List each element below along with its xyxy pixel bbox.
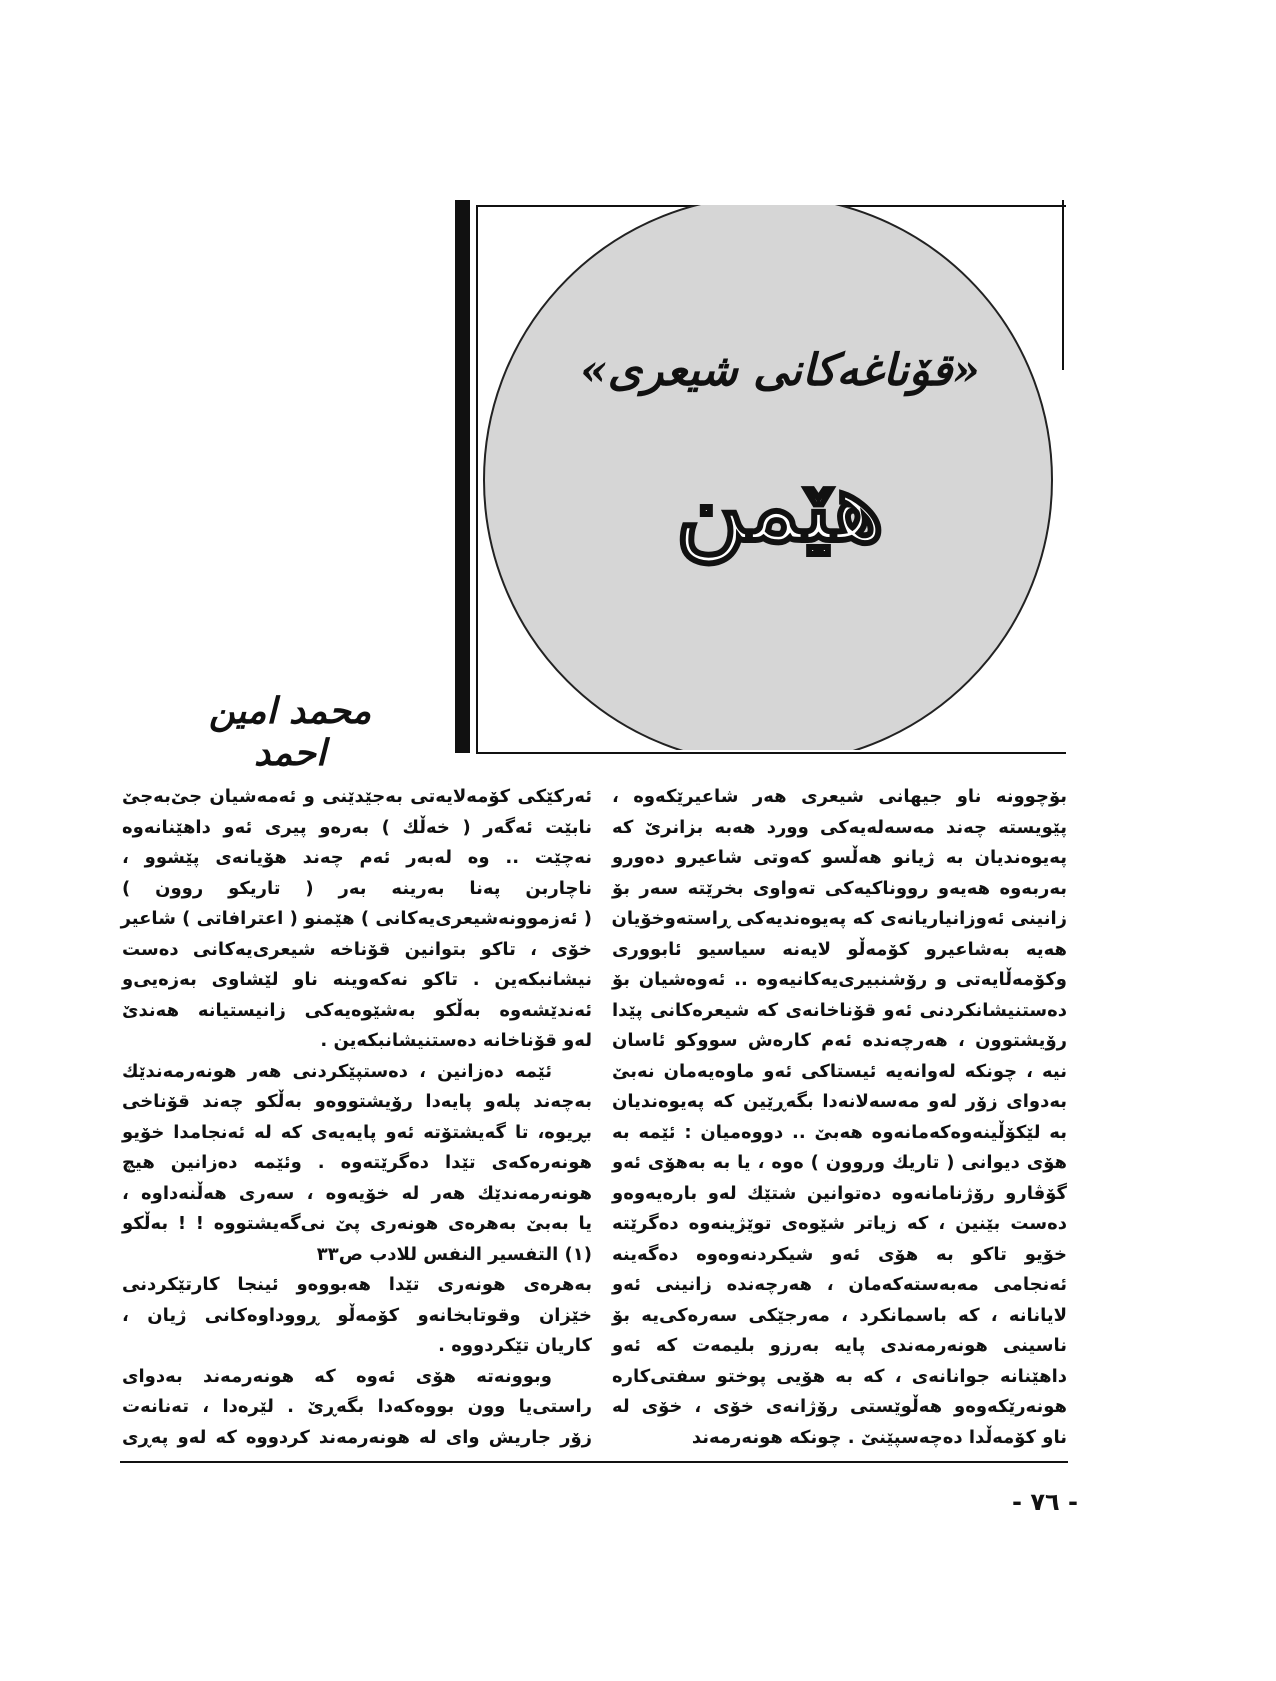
left-column bbox=[122, 782, 592, 1453]
text-line: نابێت ئەگەر ( خەڵك ) بەرەو پیری ئەو داهێنانەوە bbox=[122, 816, 592, 838]
right-column bbox=[612, 782, 1067, 1453]
text-line: خێزان وقوتابخانەو کۆمەڵو ڕووداوەکانی ژیان ، bbox=[122, 1304, 592, 1326]
author-signature: محمد امین احمد bbox=[208, 690, 372, 774]
text-line: هونەرێکەوەو هەڵوێستی رۆژانەی خۆی ، خۆی لە bbox=[612, 1396, 1067, 1417]
text-line: ئەندێشەوە بەڵکو بەشێوەیەکی زانیستیانە هەندێ bbox=[122, 999, 592, 1021]
text-line: ئێمە دەزانین ، دەستپێکردنی هەر هونەرمەندێك bbox=[122, 1060, 552, 1082]
text-line: ناسینی هونەرمەندی پایە بەرزو بلیمەت کە ئەو bbox=[612, 1335, 1067, 1356]
text-line: گۆڤارو رۆژنامانەوە دەتوانین شتێك لەو بارەیەوەو bbox=[612, 1182, 1067, 1204]
footer-rule bbox=[120, 1461, 1068, 1463]
text-line: وبوونەتە هۆی ئەوە کە هونەرمەند بەدوای bbox=[122, 1365, 552, 1387]
text-line: نیە ، چونکە لەوانەیە ئیستاکی ئەو ماوەیەمان نەبێ bbox=[612, 1060, 1067, 1082]
text-line: لایانانە ، کە باسمانکرد ، مەرجێکی سەرەکی‌یە بۆ bbox=[612, 1304, 1067, 1326]
text-line: هونەرمەندێك هەر لە خۆیەوە ، سەری هەڵنەداوە ، bbox=[122, 1182, 592, 1204]
text-line: ( ئەزموونەشیعری‌یەکانی ) هێمنو ( اعترافاتی ) شاعیر bbox=[120, 908, 592, 929]
text-line: ناچاربن پەنا بەرینە بەر ( تاریكو روون ) bbox=[122, 877, 592, 899]
text-line: بەدوای زۆر لەو مەسەلانەدا بگەڕێین کە پەیوەندیان bbox=[612, 1091, 1067, 1112]
text-line: پەیوەندیان بە ژیانو هەڵسو کەوتی شاعیرو دەورو bbox=[612, 847, 1067, 868]
text-line: (١) التفسیر النفس للادب ص٣٣ bbox=[316, 1243, 592, 1265]
text-line: خۆیو تاکو بە هۆی ئەو شیکردنەوەوە دەگەینە bbox=[612, 1243, 1067, 1265]
text-line: بۆچوونە ناو جیهانی شیعری هەر شاعیرێکەوە ، bbox=[612, 786, 1067, 807]
title-frame-edge bbox=[1062, 200, 1064, 370]
text-line: هۆی دیوانی ( تاریك وروون ) ەوە ، یا بە بەهۆی ئەو bbox=[612, 1152, 1067, 1173]
text-line: دەست بێنین ، کە زیاتر شێوەی توێژینەوە دەگرێتە bbox=[612, 1213, 1067, 1234]
article-title: «قۆناغەکانی شیعری» bbox=[580, 345, 980, 396]
text-line: راستی‌یا وون بووەکەدا بگەڕێ . لێرەدا ، تەنانەت bbox=[122, 1396, 592, 1417]
text-line: زانینی ئەوزانیاریانەی کە پەیوەندیەکی ڕاستەوخۆیان bbox=[611, 908, 1067, 929]
text-line: ئەنجامی مەبەستەکەمان ، هەرچەندە زانینی ئەو bbox=[612, 1274, 1067, 1295]
text-line: رۆیشتوون ، هەرچەندە ئەم کارەش سووکو ئاسان bbox=[612, 1030, 1067, 1051]
poet-name-logo: هێمن bbox=[675, 450, 885, 563]
text-line: کاریان تێکردووە . bbox=[438, 1335, 592, 1356]
text-line: بڕیوە، تا گەیشتۆتە ئەو پایەیەی کە لە ئەنجامدا خۆیو bbox=[122, 1121, 592, 1143]
text-line: بەچەند پلەو پایەدا رۆیشتووەو بەڵکو چەند قۆناخی bbox=[122, 1091, 592, 1112]
text-line: بە لێکۆڵینەوەکەمانەوە هەبێ .. دووەمیان : ئێمە بە bbox=[612, 1121, 1067, 1143]
text-line: ئەرکێکی کۆمەلایەتی بەجێدێنی و ئەمەشیان جێ‌بەجێ bbox=[122, 786, 592, 807]
text-line: زۆر جاریش وای لە هونەرمەند کردووە کە لەو پەڕی bbox=[122, 1426, 592, 1448]
text-line: بەهرەی هونەری تێدا هەبووەو ئینجا کارتێکردنی bbox=[122, 1274, 592, 1295]
text-line: وکۆمەڵایەتی و رۆشنبیری‌یەکانیەوە .. ئەوەشیان بۆ bbox=[612, 969, 1067, 990]
text-line: هونەرەکەی تێدا دەگرێتەوە . وئێمە دەزانین هیچ bbox=[122, 1152, 592, 1173]
text-line: داهێنانە جوانانەی ، کە بە هۆیی پوختو سفتی‌کارە bbox=[612, 1365, 1067, 1387]
text-line: یا بەبێ بەهرەی هونەری پێ نی‌گەیشتووە ! ! بەڵکو bbox=[122, 1213, 592, 1234]
text-line: نەچێت .. وە لەبەر ئەم چەند هۆیانەی پێشوو ، bbox=[122, 847, 592, 868]
text-line: بەربەوە هەیەو رووناکیەکی تەواوی بخرێتە سەر بۆ bbox=[612, 877, 1067, 899]
text-line: نیشانبکەین . تاکو نەکەوینە ناو لێشاوی بەزەیی‌و bbox=[122, 969, 592, 990]
page-number: - ٧٦ - bbox=[1012, 1488, 1078, 1516]
text-line: ناو کۆمەڵدا دەچەسپێنێ . چونکە هونەرمەند bbox=[691, 1426, 1067, 1448]
text-line: لەو قۆناخانە دەستنیشانبکەین . bbox=[320, 1030, 592, 1051]
text-line: پێویستە چەند مەسەلەیەکی وورد هەبە بزانرێ کە bbox=[612, 816, 1067, 838]
text-line: دەستنیشانکردنی ئەو قۆناخانەی کە شیعرەکانی پێدا bbox=[612, 999, 1067, 1021]
text-line: هەیە بەشاعیرو کۆمەڵو لایەنە سیاسیو ئابووری bbox=[612, 938, 1067, 960]
decorative-thick-bar bbox=[455, 200, 470, 753]
text-line: خۆی ، تاکو بتوانین قۆناخە شیعری‌یەکانی دەست bbox=[122, 938, 592, 960]
